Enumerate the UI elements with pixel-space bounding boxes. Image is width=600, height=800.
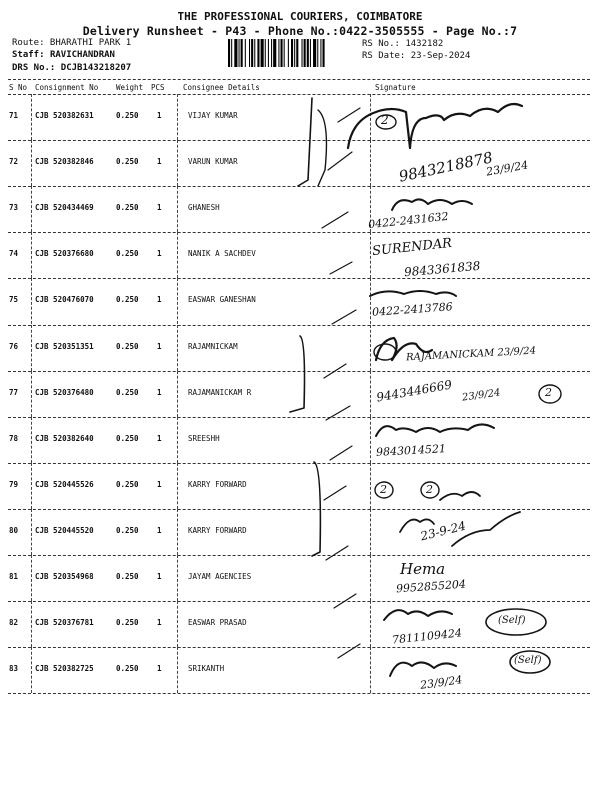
column-separator bbox=[177, 186, 178, 232]
route-info: Route: BHARATHI PARK 1 bbox=[12, 38, 132, 48]
runsheet-title: Delivery Runsheet - P43 - Phone No.:0422-3505555 - Page No.:7 bbox=[82, 24, 518, 38]
barcode-bar bbox=[261, 39, 264, 67]
cell-pcs: 1 bbox=[157, 157, 162, 167]
column-separator bbox=[370, 325, 371, 371]
col-header-signature: Signature bbox=[375, 83, 416, 92]
column-separator bbox=[177, 509, 178, 555]
cell-consignee: RAJAMANICKAM R bbox=[188, 387, 252, 397]
row-rule bbox=[8, 325, 590, 326]
staff-label: Staff: bbox=[12, 50, 50, 60]
hw-name-81: Hema bbox=[400, 560, 446, 578]
row-rule bbox=[8, 278, 590, 279]
cell-pcs: 1 bbox=[157, 203, 162, 213]
cell-sno: 80 bbox=[9, 525, 19, 535]
cell-consignment: CJB 520351351 bbox=[35, 341, 94, 351]
column-separator bbox=[177, 94, 178, 140]
row-rule bbox=[8, 555, 590, 556]
row-rule bbox=[8, 140, 590, 141]
column-separator bbox=[370, 509, 371, 555]
cell-sno: 77 bbox=[9, 387, 19, 397]
cell-sno: 78 bbox=[9, 433, 19, 443]
row-rule bbox=[8, 647, 590, 648]
drs-info bbox=[12, 63, 131, 73]
cell-weight: 0.250 bbox=[116, 111, 139, 120]
cell-sno: 75 bbox=[9, 295, 19, 305]
cell-consignee: SRIKANTH bbox=[188, 664, 225, 674]
hw-name-74: SURENDAR bbox=[371, 235, 453, 260]
cell-weight: 0.250 bbox=[116, 479, 139, 489]
barcode-bar bbox=[254, 39, 255, 67]
column-separator bbox=[31, 371, 32, 417]
company-title: THE PROFESSIONAL COURIERS, COIMBATORE bbox=[177, 10, 423, 23]
barcode bbox=[228, 39, 354, 67]
row-rule bbox=[8, 693, 590, 694]
row-rule bbox=[8, 463, 590, 464]
cell-consignee: EASWAR PRASAD bbox=[188, 618, 247, 628]
cell-sno: 76 bbox=[9, 341, 19, 351]
cell-pcs: 1 bbox=[157, 479, 162, 489]
cell-weight: 0.250 bbox=[116, 203, 139, 213]
column-separator bbox=[177, 371, 178, 417]
column-separator bbox=[370, 371, 371, 417]
cell-consignment: CJB 520382846 bbox=[35, 157, 94, 167]
column-separator bbox=[370, 647, 371, 693]
column-separator bbox=[31, 555, 32, 601]
cell-consignee: NANIK A SACHDEV bbox=[188, 249, 256, 259]
column-separator bbox=[370, 555, 371, 601]
column-separator bbox=[31, 278, 32, 324]
rs-date: RS Date: 23-Sep-2024 bbox=[362, 51, 471, 61]
barcode-bar bbox=[231, 39, 232, 67]
barcode-bar bbox=[302, 39, 303, 67]
barcode-bar bbox=[281, 39, 283, 67]
cell-weight: 0.250 bbox=[116, 525, 139, 535]
cell-weight: 0.250 bbox=[116, 664, 139, 674]
cell-pcs: 1 bbox=[157, 249, 162, 259]
row-rule bbox=[8, 601, 590, 602]
cell-consignee: JAYAM AGENCIES bbox=[188, 572, 252, 581]
barcode-bar bbox=[323, 39, 325, 67]
row-rule bbox=[8, 186, 590, 187]
hw-date-77: 23/9/24 bbox=[461, 387, 502, 404]
column-separator bbox=[31, 463, 32, 509]
cell-weight: 0.250 bbox=[116, 157, 139, 167]
cell-weight: 0.250 bbox=[116, 341, 139, 351]
cell-pcs: 1 bbox=[157, 572, 162, 581]
column-separator bbox=[177, 232, 178, 278]
drs-value: DCJB143218207 bbox=[60, 63, 132, 73]
barcode-bar bbox=[294, 39, 295, 67]
cell-sno: 82 bbox=[9, 618, 19, 628]
barcode-bar bbox=[241, 39, 243, 67]
barcode-bar bbox=[278, 39, 279, 67]
cell-consignment: CJB 520434469 bbox=[35, 203, 94, 213]
barcode-bar bbox=[245, 39, 246, 67]
header-bottom-rule bbox=[8, 94, 590, 95]
barcode-bar bbox=[265, 39, 266, 67]
row-rule bbox=[8, 371, 590, 372]
col-header-consignment: Consignment No bbox=[35, 83, 99, 92]
hw-circle-mark-79: 2 bbox=[380, 483, 387, 496]
header-top-rule bbox=[8, 79, 590, 80]
cell-weight: 0.250 bbox=[116, 249, 139, 259]
cell-sno: 71 bbox=[9, 111, 19, 120]
hw-circle-mark-71: 2 bbox=[381, 113, 389, 127]
barcode-bar bbox=[291, 39, 293, 67]
cell-pcs: 1 bbox=[157, 664, 162, 674]
barcode-bar bbox=[288, 39, 289, 67]
cell-weight: 0.250 bbox=[116, 618, 139, 628]
cell-sno: 81 bbox=[9, 572, 19, 581]
cell-consignment: CJB 520382725 bbox=[35, 664, 94, 674]
barcode-bar bbox=[271, 39, 272, 67]
hw-phone-74: 9843361838 bbox=[403, 258, 481, 280]
hw-date-72: 23/9/24 bbox=[485, 158, 530, 179]
cell-consignee: KARRY FORWARD bbox=[188, 479, 247, 489]
cell-consignment: CJB 520476070 bbox=[35, 295, 94, 305]
cell-consignee: KARRY FORWARD bbox=[188, 525, 247, 535]
barcode-bar bbox=[304, 39, 306, 67]
column-separator bbox=[31, 186, 32, 232]
column-separator bbox=[177, 463, 178, 509]
cell-sno: 73 bbox=[9, 203, 19, 213]
column-separator bbox=[31, 232, 32, 278]
hw-circle-mark-80: 2 bbox=[426, 483, 433, 496]
barcode-bar bbox=[228, 39, 230, 67]
hw-phone-77: 9443446669 bbox=[375, 377, 453, 405]
barcode-bar bbox=[307, 39, 309, 67]
cell-consignee: VARUN KUMAR bbox=[188, 157, 238, 167]
column-separator bbox=[177, 417, 178, 463]
cell-consignment: CJB 520376480 bbox=[35, 387, 94, 397]
cell-consignment: CJB 520376680 bbox=[35, 249, 94, 259]
cell-sno: 79 bbox=[9, 479, 19, 489]
hw-phone-81: 9952855204 bbox=[395, 577, 467, 596]
column-separator bbox=[370, 140, 371, 186]
column-separator bbox=[31, 509, 32, 555]
row-rule bbox=[8, 509, 590, 510]
hw-phone-72: 9843218878 bbox=[397, 148, 495, 186]
cell-weight: 0.250 bbox=[116, 295, 139, 305]
cell-consignee: RAJAMNICKAM bbox=[188, 341, 238, 351]
col-header-weight: Weight bbox=[116, 83, 144, 92]
hw-self-82: (Self) bbox=[498, 615, 526, 626]
column-separator bbox=[31, 325, 32, 371]
barcode-bar bbox=[268, 39, 269, 67]
column-separator bbox=[31, 140, 32, 186]
barcode-bar bbox=[284, 39, 285, 67]
barcode-bar bbox=[313, 39, 316, 67]
barcode-bar bbox=[257, 39, 259, 67]
staff-value: RAVICHANDRAN bbox=[49, 50, 115, 60]
cell-pcs: 1 bbox=[157, 618, 162, 628]
cell-consignee: VIJAY KUMAR bbox=[188, 111, 238, 120]
cell-consignment: CJB 520354968 bbox=[35, 572, 94, 581]
barcode-bar bbox=[317, 39, 318, 67]
staff-info bbox=[12, 50, 115, 60]
hw-phone-73: 0422-2431632 bbox=[367, 209, 450, 232]
col-header-pcs: PCS bbox=[151, 83, 165, 92]
column-separator bbox=[31, 647, 32, 693]
cell-sno: 72 bbox=[9, 157, 19, 167]
column-separator bbox=[177, 325, 178, 371]
cell-pcs: 1 bbox=[157, 295, 162, 305]
hw-date-83: 23/9/24 bbox=[419, 673, 464, 692]
cell-weight: 0.250 bbox=[116, 572, 139, 581]
column-separator bbox=[370, 463, 371, 509]
hw-self-83: (Self) bbox=[514, 655, 542, 666]
hw-name-76: RAJAMANICKAM 23/9/24 bbox=[405, 345, 537, 364]
hw-phone-75: 0422-2413786 bbox=[371, 300, 454, 319]
barcode-bar bbox=[320, 39, 321, 67]
cell-pcs: 1 bbox=[157, 433, 162, 443]
cell-pcs: 1 bbox=[157, 111, 162, 120]
column-separator bbox=[177, 140, 178, 186]
barcode-bar bbox=[234, 39, 237, 67]
cell-weight: 0.250 bbox=[116, 433, 139, 443]
column-separator bbox=[31, 417, 32, 463]
barcode-bar bbox=[239, 39, 240, 67]
col-header-sno: S No bbox=[9, 83, 28, 92]
cell-consignee: EASWAR GANESHAN bbox=[188, 295, 256, 305]
barcode-bar bbox=[249, 39, 250, 67]
barcode-bar bbox=[310, 39, 311, 67]
drs-label: DRS No.: bbox=[12, 63, 61, 73]
col-header-consignee: Consignee Details bbox=[183, 83, 260, 92]
barcode-bar bbox=[296, 39, 298, 67]
cell-consignment: CJB 520376781 bbox=[35, 618, 94, 628]
hw-phone-82: 7811109424 bbox=[391, 626, 463, 647]
rs-number: RS No.: 1432182 bbox=[362, 39, 444, 49]
hw-phone-78: 9843014521 bbox=[375, 442, 447, 459]
column-separator bbox=[370, 278, 371, 324]
cell-pcs: 1 bbox=[157, 387, 162, 397]
cell-weight: 0.250 bbox=[116, 387, 139, 397]
cell-consignee: SREESHH bbox=[188, 433, 220, 443]
column-separator bbox=[370, 94, 371, 140]
cell-consignment: CJB 520445520 bbox=[35, 525, 94, 535]
cell-pcs: 1 bbox=[157, 525, 162, 535]
hw-date-79: 23-9-24 bbox=[418, 518, 468, 544]
column-separator bbox=[31, 94, 32, 140]
row-rule bbox=[8, 232, 590, 233]
hw-circle-mark-77: 2 bbox=[545, 386, 552, 399]
cell-sno: 74 bbox=[9, 249, 19, 259]
column-separator bbox=[177, 647, 178, 693]
barcode-bar bbox=[251, 39, 253, 67]
cell-pcs: 1 bbox=[157, 341, 162, 351]
row-rule bbox=[8, 417, 590, 418]
cell-sno: 83 bbox=[9, 664, 19, 674]
column-separator bbox=[177, 601, 178, 647]
column-separator bbox=[370, 601, 371, 647]
column-separator bbox=[31, 601, 32, 647]
cell-consignment: CJB 520382640 bbox=[35, 433, 94, 443]
barcode-bar bbox=[273, 39, 276, 67]
column-separator bbox=[370, 232, 371, 278]
column-separator bbox=[177, 555, 178, 601]
cell-consignee: GHANESH bbox=[188, 203, 220, 213]
column-separator bbox=[177, 278, 178, 324]
column-separator bbox=[370, 417, 371, 463]
cell-consignment: CJB 520445526 bbox=[35, 479, 94, 489]
cell-consignment: CJB 520382631 bbox=[35, 111, 94, 120]
